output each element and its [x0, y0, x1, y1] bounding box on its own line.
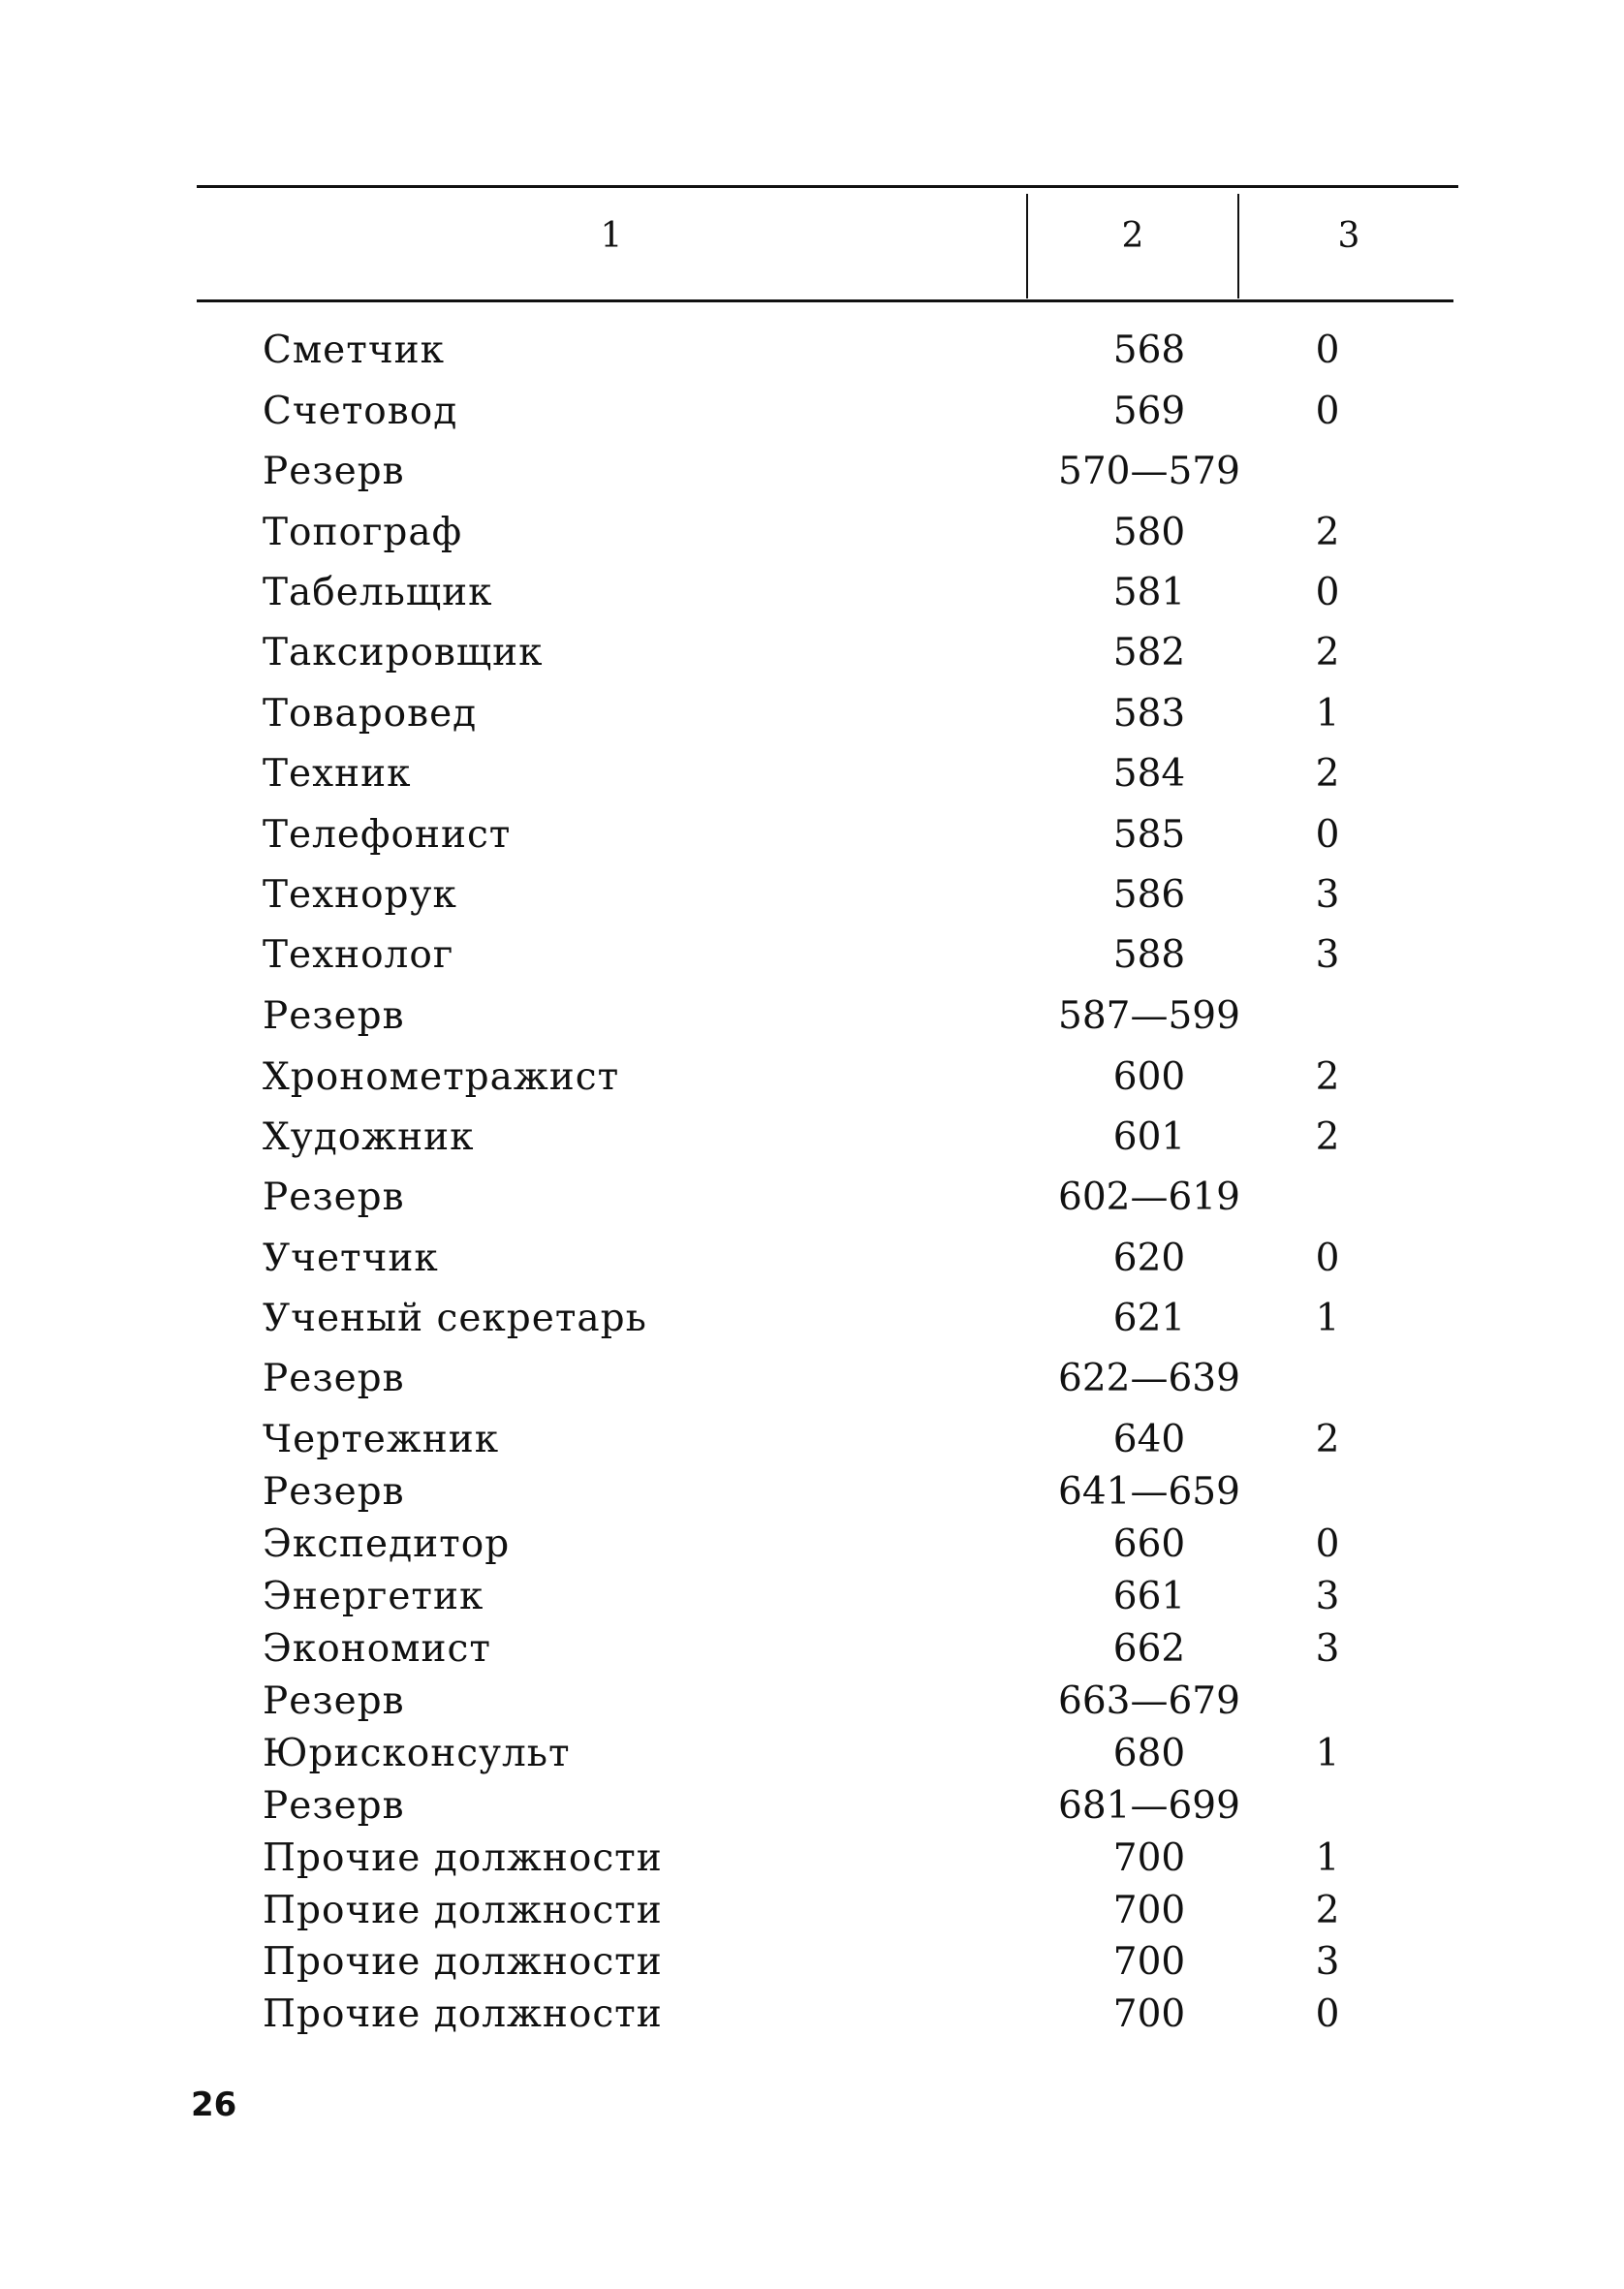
position-code: 601: [1112, 1115, 1186, 1159]
table-row: [0, 991, 1624, 1042]
position-category: 1: [1315, 1836, 1340, 1880]
position-name: Резерв: [263, 1176, 405, 1219]
position-code: 700: [1112, 1889, 1186, 1932]
table-row: [0, 870, 1624, 921]
position-code: 600: [1112, 1055, 1186, 1099]
table-row: [0, 447, 1624, 497]
table-row: [0, 628, 1624, 678]
position-name: Энергетик: [263, 1575, 484, 1618]
position-name: Телефонист: [263, 813, 512, 857]
table-row: [0, 1234, 1624, 1284]
position-category: 3: [1315, 1940, 1340, 1984]
table-top-rule: [197, 185, 1458, 188]
position-code: 681—699: [1058, 1784, 1240, 1828]
position-name: Резерв: [263, 1784, 405, 1828]
position-code: 663—679: [1058, 1679, 1240, 1723]
position-category: 0: [1315, 813, 1340, 857]
table-row: [0, 1624, 1624, 1675]
table-header-rule: [197, 299, 1453, 302]
position-code: 581: [1112, 571, 1186, 614]
position-name: Таксировщик: [263, 631, 544, 674]
position-category: 2: [1315, 1418, 1340, 1461]
position-name: Резерв: [263, 1679, 405, 1723]
position-code: 586: [1112, 873, 1186, 917]
position-category: 3: [1315, 1575, 1340, 1618]
position-code: 582: [1112, 631, 1186, 674]
position-code: 621: [1112, 1297, 1186, 1340]
position-code: 587—599: [1058, 994, 1240, 1038]
table-row: [0, 1354, 1624, 1404]
position-category: 3: [1315, 933, 1340, 977]
position-code: 700: [1112, 1992, 1186, 2036]
page-number: 26: [191, 2085, 237, 2124]
position-name: Резерв: [263, 450, 405, 493]
position-code: 583: [1112, 692, 1186, 736]
table-row: [0, 749, 1624, 800]
position-code: 662: [1112, 1627, 1186, 1671]
position-code: 570—579: [1058, 450, 1240, 493]
table-row: [0, 326, 1624, 376]
table-row: [0, 387, 1624, 437]
table-row: [0, 1520, 1624, 1570]
position-code: 588: [1112, 933, 1186, 977]
position-code: 602—619: [1058, 1176, 1240, 1219]
column-header-1: 1: [600, 216, 623, 256]
position-name: Технолог: [263, 933, 454, 977]
position-name: Резерв: [263, 1357, 405, 1400]
column-header-2: 2: [1121, 216, 1144, 256]
position-code: 580: [1112, 511, 1186, 554]
table-row: [0, 1467, 1624, 1518]
position-name: Счетовод: [263, 390, 458, 433]
position-category: 0: [1315, 329, 1340, 372]
position-category: 0: [1315, 1237, 1340, 1280]
table-row: [0, 1572, 1624, 1622]
position-code: 569: [1112, 390, 1186, 433]
table-row: [0, 689, 1624, 739]
position-category: 0: [1315, 1992, 1340, 2036]
position-name: Экономист: [263, 1627, 491, 1671]
table-row: [0, 1990, 1624, 2040]
position-name: Прочие должности: [263, 1940, 663, 1984]
position-name: Техник: [263, 752, 412, 796]
position-category: 0: [1315, 1522, 1340, 1566]
position-code: 680: [1112, 1732, 1186, 1775]
position-code: 620: [1112, 1237, 1186, 1280]
table-row: [0, 1937, 1624, 1988]
position-name: Топограф: [263, 511, 463, 554]
position-category: 2: [1315, 631, 1340, 674]
position-category: 2: [1315, 752, 1340, 796]
position-category: 2: [1315, 1889, 1340, 1932]
position-name: Резерв: [263, 994, 405, 1038]
position-name: Прочие должности: [263, 1836, 663, 1880]
table-row: [0, 1294, 1624, 1344]
table-row: [0, 1729, 1624, 1779]
position-category: 2: [1315, 511, 1340, 554]
position-code: 622—639: [1058, 1357, 1240, 1400]
position-name: Табельщик: [263, 571, 493, 614]
position-code: 660: [1112, 1522, 1186, 1566]
position-category: 2: [1315, 1115, 1340, 1159]
position-name: Прочие должности: [263, 1889, 663, 1932]
table-row: [0, 810, 1624, 861]
table-row: [0, 1113, 1624, 1163]
position-code: 661: [1112, 1575, 1186, 1618]
position-name: Экспедитор: [263, 1522, 511, 1566]
table-row: [0, 1781, 1624, 1832]
position-code: 584: [1112, 752, 1186, 796]
position-name: Чертежник: [263, 1418, 500, 1461]
position-name: Резерв: [263, 1470, 405, 1514]
table-row: [0, 1834, 1624, 1884]
position-category: 1: [1315, 692, 1340, 736]
position-category: 3: [1315, 873, 1340, 917]
position-name: Юрисконсульт: [263, 1732, 571, 1775]
table-row: [0, 1677, 1624, 1727]
position-name: Товаровед: [263, 692, 478, 736]
table-row: [0, 1415, 1624, 1465]
position-category: 2: [1315, 1055, 1340, 1099]
position-code: 568: [1112, 329, 1186, 372]
table-row: [0, 508, 1624, 558]
position-category: 0: [1315, 571, 1340, 614]
position-code: 640: [1112, 1418, 1186, 1461]
position-name: Учетчик: [263, 1237, 439, 1280]
position-category: 1: [1315, 1732, 1340, 1775]
position-category: 1: [1315, 1297, 1340, 1340]
position-code: 641—659: [1058, 1470, 1240, 1514]
position-name: Художник: [263, 1115, 475, 1159]
table-row: [0, 1052, 1624, 1103]
column-header-3: 3: [1337, 216, 1360, 256]
position-code: 585: [1112, 813, 1186, 857]
position-name: Ученый секретарь: [263, 1297, 647, 1340]
position-category: 3: [1315, 1627, 1340, 1671]
position-name: Хронометражист: [263, 1055, 620, 1099]
position-code: 700: [1112, 1940, 1186, 1984]
table-row: [0, 930, 1624, 981]
position-name: Технорук: [263, 873, 457, 917]
position-name: Прочие должности: [263, 1992, 663, 2036]
table-row: [0, 568, 1624, 618]
table-row: [0, 1886, 1624, 1936]
position-category: 0: [1315, 390, 1340, 433]
position-code: 700: [1112, 1836, 1186, 1880]
table-row: [0, 1173, 1624, 1223]
position-name: Сметчик: [263, 329, 445, 372]
